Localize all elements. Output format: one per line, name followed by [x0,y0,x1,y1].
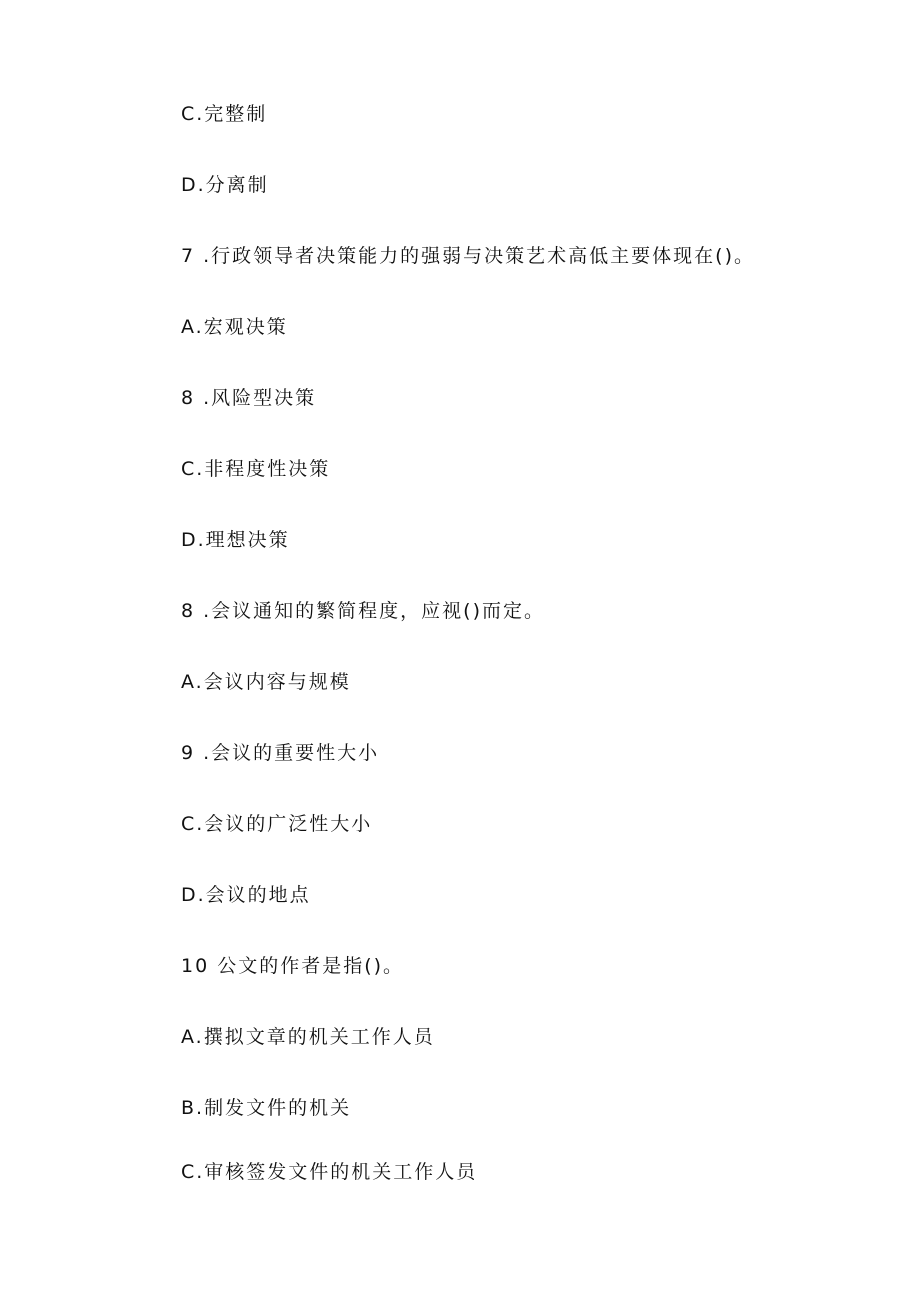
question-10-option-b: B.制发文件的机关 [181,1097,352,1119]
question-7-option-c: C.非程度性决策 [181,458,331,480]
question-8: 8 .会议通知的繁简程度，应视()而定。 [181,600,545,622]
option-d-separate-system: D.分离制 [181,174,269,196]
question-8-option-a: A.会议内容与规模 [181,671,351,693]
question-10: 10 公文的作者是指()。 [181,955,405,977]
option-c-complete-system: C.完整制 [181,103,268,125]
question-7-option-a: A.宏观决策 [181,316,288,338]
question-10-option-c: C.审核签发文件的机关工作人员 [181,1161,478,1183]
question-8-option-b: 9 .会议的重要性大小 [181,742,380,764]
question-8-option-d: D.会议的地点 [181,884,311,906]
question-7-option-d: D.理想决策 [181,529,290,551]
question-8-option-c: C.会议的广泛性大小 [181,813,373,835]
question-7: 7 .行政领导者决策能力的强弱与决策艺术高低主要体现在()。 [181,245,755,267]
question-7-option-b: 8 .风险型决策 [181,387,317,409]
question-10-option-a: A.撰拟文章的机关工作人员 [181,1026,435,1048]
